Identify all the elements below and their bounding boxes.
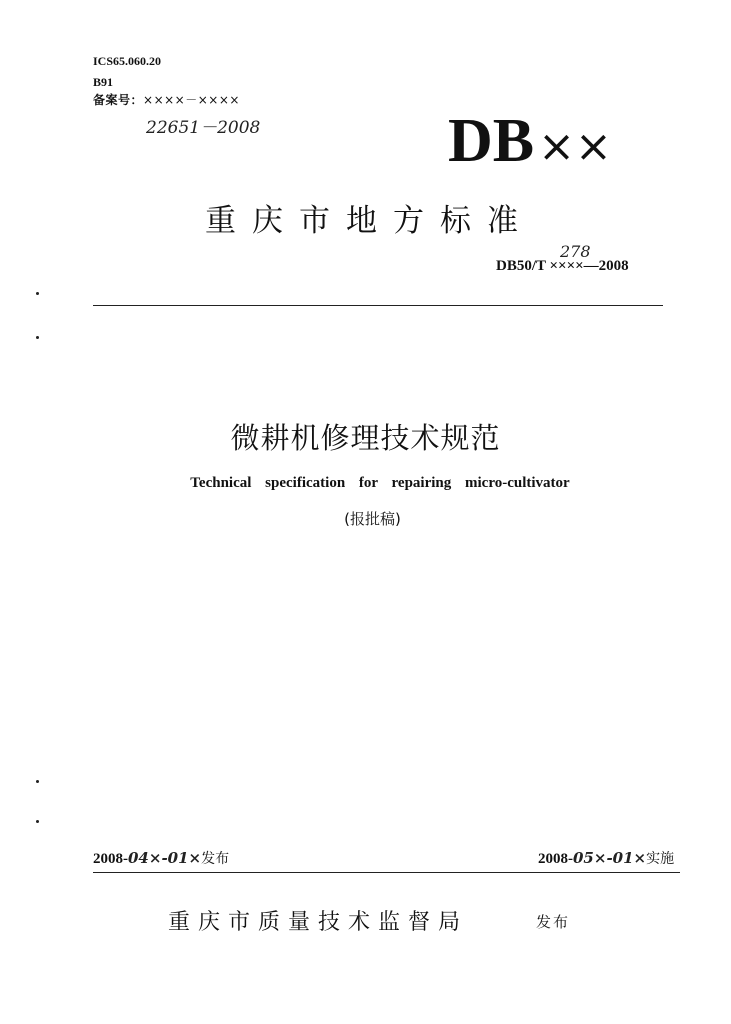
implement-label: 实施: [646, 851, 675, 867]
scan-dot: [36, 336, 39, 339]
bottom-divider: [93, 872, 680, 873]
implement-year: 2008-: [538, 851, 573, 867]
issue-date: [93, 848, 229, 868]
issuing-authority: 重庆市质量技术监督局: [168, 910, 469, 935]
top-divider: [93, 305, 663, 306]
standard-number: DB50/T ××××—2008: [496, 258, 629, 274]
standard-type-heading: [0, 195, 731, 240]
classification-code: B91: [93, 75, 114, 89]
title-english: Technical specification for repairing micro-cultivator: [190, 475, 570, 491]
issue-year: 2008-: [93, 851, 128, 867]
implementation-date: [538, 848, 674, 868]
filing-number: ××××－××××: [143, 93, 240, 107]
ics-code: ICS65.060.20: [93, 54, 162, 68]
title-chinese: 微耕机修理技术规范: [230, 421, 501, 455]
filing-number-row: [93, 94, 240, 106]
filing-handwritten-number: 22651－2008: [146, 118, 261, 138]
issue-date-handwritten: 04×-01×: [128, 849, 202, 867]
standard-mark-prefix: DB: [448, 107, 535, 175]
standard-mark-suffix: ××: [538, 121, 612, 172]
scan-dot: [36, 780, 39, 783]
issuer-suffix: 发布: [536, 913, 571, 931]
issue-label: 发布: [201, 851, 230, 867]
standard-number-handwritten: 278: [560, 242, 591, 261]
scan-dot: [36, 820, 39, 823]
standard-mark: [448, 107, 612, 175]
scan-dot: [36, 292, 39, 295]
standard-type-text: 重庆市地方标准: [205, 203, 534, 239]
draft-status: (报批稿): [344, 510, 401, 528]
filing-label: 备案号：: [93, 93, 144, 107]
implement-date-handwritten: 05×-01×: [573, 849, 647, 867]
